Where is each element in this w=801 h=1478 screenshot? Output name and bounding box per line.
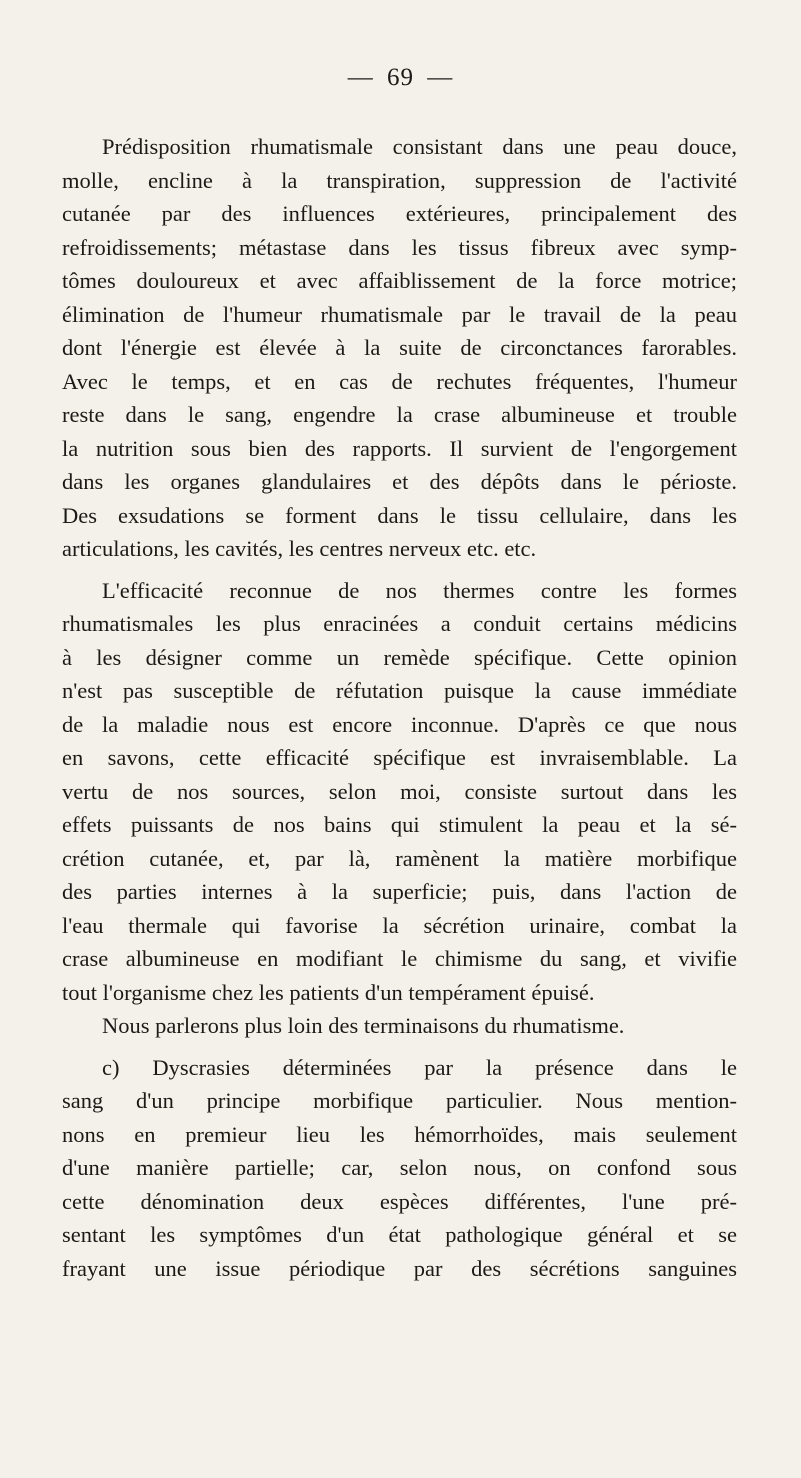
text-line: élimination de l'humeur rhumatismale par le travail de la peau xyxy=(62,301,737,327)
text-line: crétion cutanée, et, par là, ramènent la matière morbifique xyxy=(62,845,737,871)
text-line: reste dans le sang, engendre la crase albumineuse et trouble xyxy=(62,402,737,427)
text-line: des parties internes à la superficie; puis, dans l'action de xyxy=(62,879,737,904)
text-line: à les désigner comme un remède spécifique. Cette opinion xyxy=(62,644,737,670)
text-line: sang d'un principe morbifique particulier. Nous mention- xyxy=(62,1088,737,1113)
paragraph-2 xyxy=(62,574,737,1010)
text-line: Des exsudations se forment dans le tissu cellulaire, dans les xyxy=(62,502,737,528)
text-line: d'une manière partielle; car, selon nous, on confond sous xyxy=(62,1155,737,1180)
text-line: vertu de nos sources, selon moi, consiste surtout dans les xyxy=(62,778,737,804)
text-line: cutanée par des influences extérieures, principalement des xyxy=(62,201,737,226)
text-line: nons en premieur lieu les hémorrhoïdes, mais seulement xyxy=(62,1121,737,1147)
text-line: articulations, les cavités, les centres nerveux etc. etc. xyxy=(62,536,537,561)
text-line: en savons, cette efficacité spécifique est invraisemblable. La xyxy=(62,745,737,770)
text-line: n'est pas susceptible de réfutation puisque la cause immédiate xyxy=(62,678,737,703)
text-line: rhumatismales les plus enracinées a conduit certains médicins xyxy=(62,611,737,636)
text-line: dans les organes glandulaires et des dépôts dans le périoste. xyxy=(62,469,737,494)
text-line: molle, encline à la transpiration, suppression de l'activité xyxy=(62,167,737,193)
page-number-header xyxy=(0,64,801,92)
paragraph-1 xyxy=(62,130,737,566)
text-line: tout l'organisme chez les patients d'un tempérament épuisé. xyxy=(62,979,595,1005)
text-line: L'efficacité reconnue de nos thermes contre les formes xyxy=(102,577,737,603)
paragraph-4 xyxy=(62,1051,737,1286)
text-line: frayant une issue périodique par des sécrétions sanguines xyxy=(62,1255,737,1281)
text-line: refroidissements; métastase dans les tissus fibreux avec symp- xyxy=(62,234,737,260)
text-line: Prédisposition rhumatismale consistant dans une peau douce, xyxy=(102,134,737,159)
text-line: c) Dyscrasies déterminées par la présence dans le xyxy=(102,1054,737,1080)
folio-dash-left: — xyxy=(347,64,374,91)
text-line: Avec le temps, et en cas de rechutes fréquentes, l'humeur xyxy=(62,368,737,394)
text-line: la nutrition sous bien des rapports. Il survient de l'engorgement xyxy=(62,435,737,461)
page-number: 69 xyxy=(387,64,414,91)
text-line: tômes douloureux et avec affaiblissement de la force motrice; xyxy=(62,268,737,293)
paragraph-gap xyxy=(62,566,737,574)
text-line: Nous parlerons plus loin des terminaisons du rhumatisme. xyxy=(102,1013,625,1038)
text-line: sentant les symptômes d'un état pathologique général et se xyxy=(62,1222,737,1247)
paragraph-gap xyxy=(62,1043,737,1051)
text-line: de la maladie nous est encore inconnue. D'après ce que nous xyxy=(62,711,737,737)
text-line: effets puissants de nos bains qui stimulent la peau et la sé- xyxy=(62,812,737,837)
text-line: crase albumineuse en modifiant le chimisme du sang, et vivifie xyxy=(62,946,737,971)
folio-dash-right: — xyxy=(427,64,454,91)
text-line: l'eau thermale qui favorise la sécrétion urinaire, combat la xyxy=(62,912,737,938)
paragraph-3 xyxy=(62,1009,737,1043)
body-text xyxy=(62,130,737,1285)
text-line: dont l'énergie est élevée à la suite de circonctances farorables. xyxy=(62,335,737,360)
text-line: cette dénomination deux espèces différentes, l'une pré- xyxy=(62,1188,737,1214)
